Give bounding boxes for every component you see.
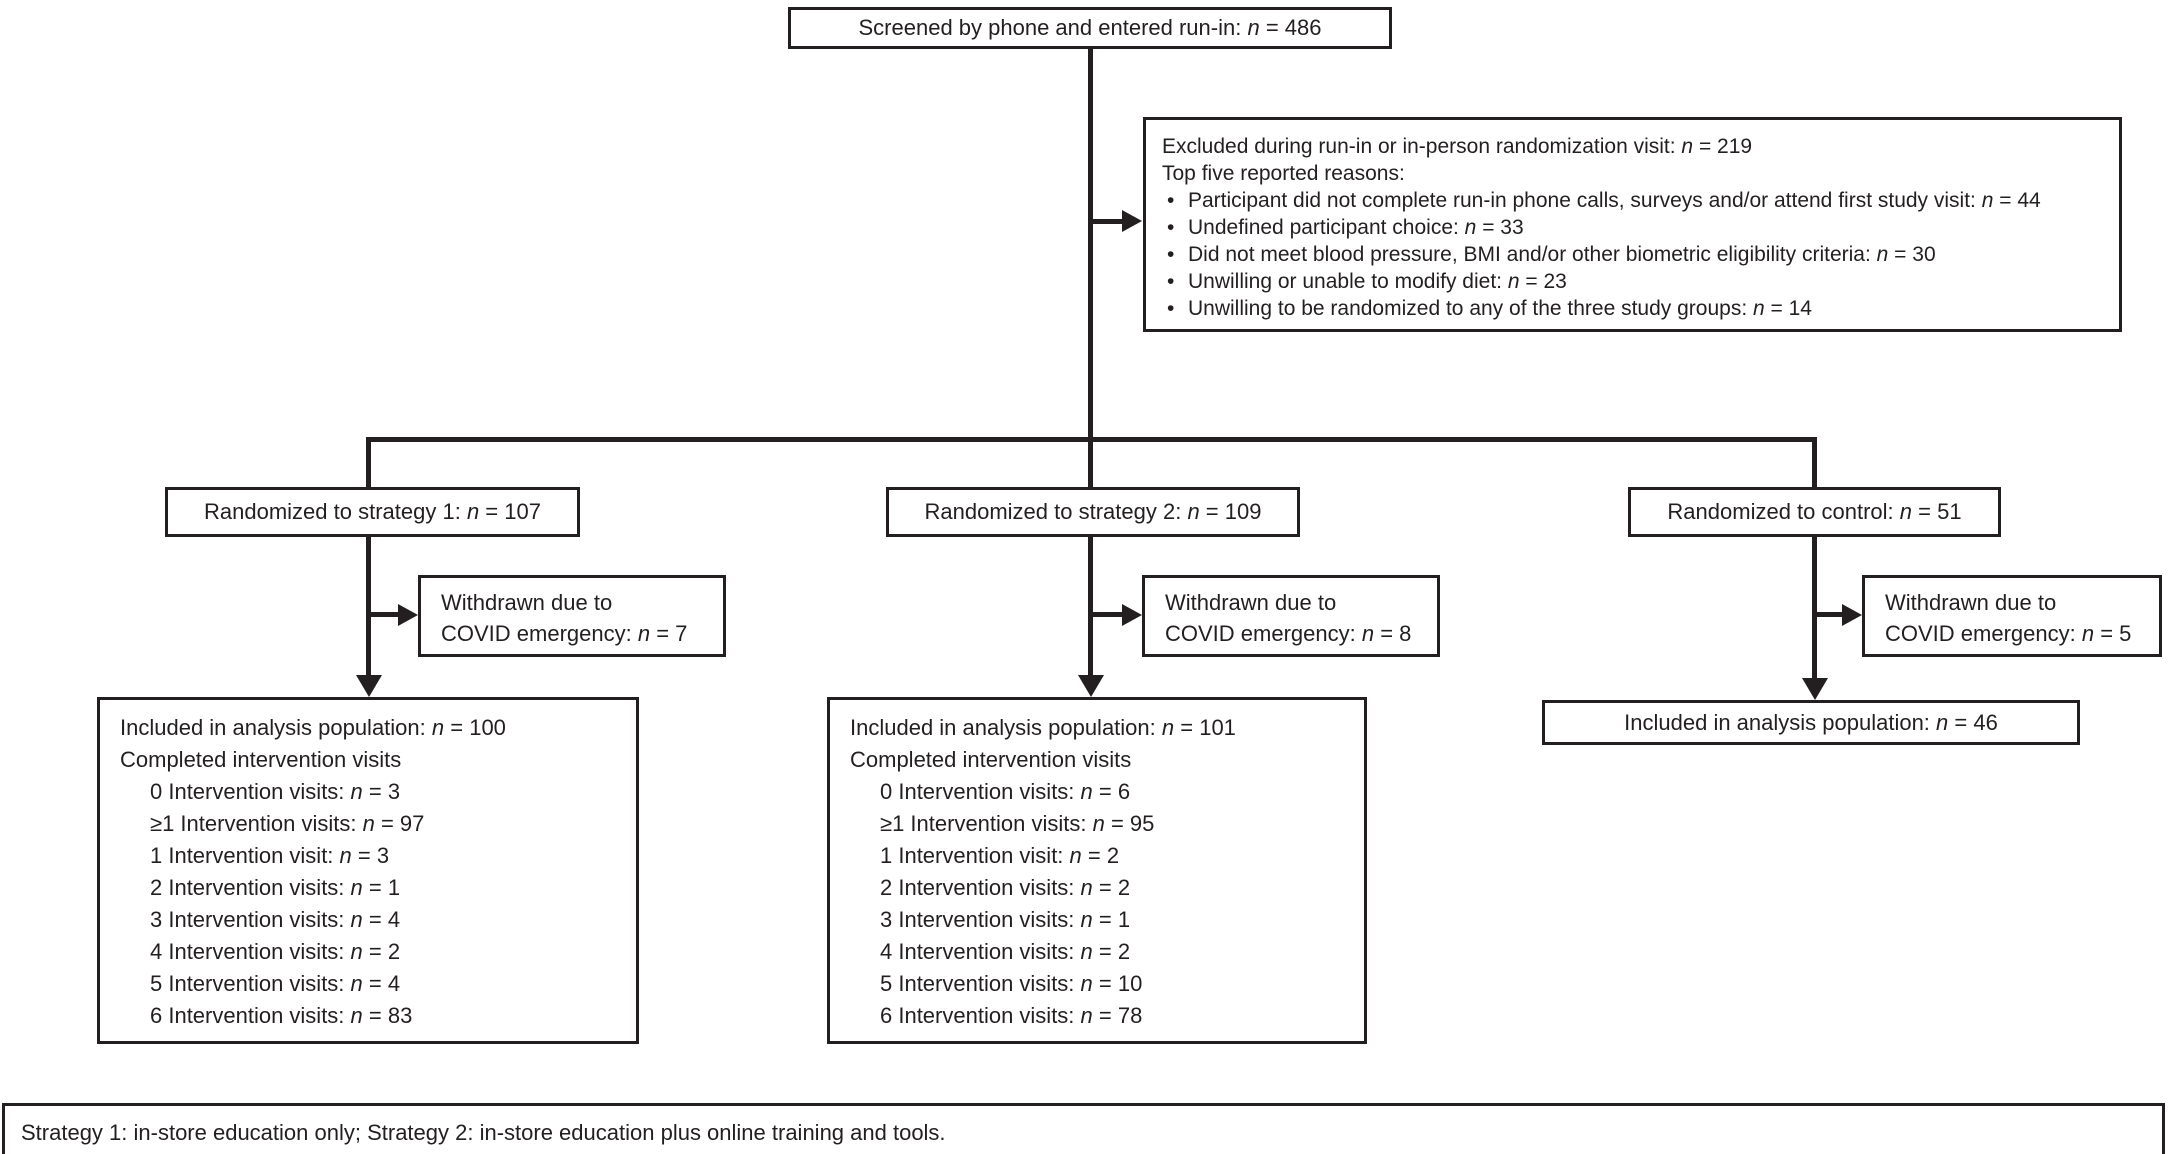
list-item-text: 0 Intervention visits: n = 6	[880, 779, 1131, 804]
randomized-strategy2-text: Randomized to strategy 2: n = 109	[924, 499, 1262, 524]
bullet-dot-icon: •	[1167, 189, 1175, 212]
excluded-reason	[1162, 268, 2105, 295]
list-item-text: Unwilling to be randomized to any of the three study groups: n = 14	[1188, 297, 1812, 320]
visit-count-row	[850, 1000, 1364, 1032]
connector-column2-vertical	[1088, 537, 1093, 677]
arrowhead-down-column1-icon	[356, 675, 382, 697]
analysis-strategy2-title: Included in analysis population: n = 101	[850, 715, 1236, 740]
excluded-subtitle: Top five reported reasons:	[1162, 162, 1405, 185]
withdrawn-control-line1: Withdrawn due to	[1885, 590, 2057, 615]
caption-text: Strategy 1: in-store education only; Strategy 2: in-store education plus online training and tools.	[21, 1120, 946, 1145]
visit-count-row	[120, 872, 636, 904]
withdrawn-strategy1-box	[418, 575, 726, 657]
list-item-text: 3 Intervention visits: n = 1	[880, 907, 1131, 932]
excluded-reason	[1162, 295, 2105, 322]
excluded-reasons-list	[1162, 187, 2105, 322]
excluded-title: Excluded during run-in or in-person randomization visit: n = 219	[1162, 135, 1753, 158]
withdrawn-control-line2: COVID emergency: n = 5	[1885, 621, 2132, 646]
excluded-reason	[1162, 241, 2105, 268]
visit-count-row	[850, 968, 1364, 1000]
connector-branch-horizontal	[366, 437, 1817, 442]
list-item-text: Undefined participant choice: n = 33	[1188, 216, 1524, 239]
visit-count-row	[120, 808, 636, 840]
randomized-control-box	[1628, 487, 2001, 537]
list-item-text: 4 Intervention visits: n = 2	[880, 939, 1131, 964]
withdrawn-strategy2-box	[1142, 575, 1440, 657]
list-item-text: 2 Intervention visits: n = 1	[150, 875, 401, 900]
list-item-text: 4 Intervention visits: n = 2	[150, 939, 401, 964]
randomized-control-text: Randomized to control: n = 51	[1667, 499, 1962, 524]
randomized-strategy1-box	[165, 487, 580, 537]
connector-column1-vertical	[366, 537, 371, 677]
analysis-strategy1-title: Included in analysis population: n = 100	[120, 715, 506, 740]
list-item-text: ≥1 Intervention visits: n = 95	[880, 811, 1155, 836]
randomized-strategy1-text: Randomized to strategy 1: n = 107	[204, 499, 541, 524]
analysis-strategy2-visits-list	[850, 776, 1364, 1032]
connector-withdrawn3-shaft	[1814, 612, 1842, 617]
list-item-text: 1 Intervention visit: n = 3	[150, 843, 390, 868]
screened-box	[788, 7, 1392, 49]
arrowhead-right-withdrawn1-icon	[398, 604, 418, 626]
visit-count-row	[850, 776, 1364, 808]
list-item-text: 5 Intervention visits: n = 10	[880, 971, 1143, 996]
analysis-strategy2-subtitle: Completed intervention visits	[850, 747, 1132, 772]
excluded-reason	[1162, 214, 2105, 241]
connector-branch-left-vertical	[366, 437, 371, 487]
list-item-text: 6 Intervention visits: n = 83	[150, 1003, 413, 1028]
visit-count-row	[850, 808, 1364, 840]
bullet-dot-icon: •	[1167, 297, 1175, 320]
bullet-dot-icon: •	[1167, 243, 1175, 266]
visit-count-row	[120, 1000, 636, 1032]
list-item-text: 1 Intervention visit: n = 2	[880, 843, 1120, 868]
caption-box	[2, 1103, 2165, 1154]
excluded-box	[1143, 117, 2122, 332]
list-item-text: 5 Intervention visits: n = 4	[150, 971, 401, 996]
visit-count-row	[120, 840, 636, 872]
bullet-dot-icon: •	[1167, 270, 1175, 293]
connector-column3-vertical	[1812, 537, 1817, 678]
visit-count-row	[850, 904, 1364, 936]
connector-withdrawn2-shaft	[1090, 612, 1122, 617]
screened-text: Screened by phone and entered run-in: n = 486	[858, 15, 1322, 40]
connector-withdrawn1-shaft	[368, 612, 400, 617]
visit-count-row	[850, 840, 1364, 872]
list-item-text: 2 Intervention visits: n = 2	[880, 875, 1131, 900]
analysis-strategy1-visits-list	[120, 776, 636, 1032]
connector-branch-right-vertical	[1812, 437, 1817, 487]
list-item-text: 0 Intervention visits: n = 3	[150, 779, 401, 804]
list-item-text: 6 Intervention visits: n = 78	[880, 1003, 1143, 1028]
arrowhead-right-withdrawn3-icon	[1842, 604, 1862, 626]
analysis-strategy1-box	[97, 697, 639, 1044]
arrowhead-down-column2-icon	[1078, 675, 1104, 697]
analysis-strategy2-box	[827, 697, 1367, 1044]
visit-count-row	[120, 936, 636, 968]
withdrawn-strategy1-line2: COVID emergency: n = 7	[441, 621, 688, 646]
arrowhead-right-withdrawn2-icon	[1122, 604, 1142, 626]
analysis-strategy1-subtitle: Completed intervention visits	[120, 747, 402, 772]
visit-count-row	[850, 936, 1364, 968]
analysis-control-text: Included in analysis population: n = 46	[1624, 709, 1998, 735]
arrowhead-right-excluded-icon	[1122, 210, 1142, 232]
excluded-reason	[1162, 187, 2105, 214]
visit-count-row	[120, 968, 636, 1000]
list-item-text: Did not meet blood pressure, BMI and/or other biometric eligibility criteria: n = 30	[1188, 243, 1936, 266]
visit-count-row	[120, 776, 636, 808]
connector-top-vertical	[1088, 48, 1093, 487]
visit-count-row	[850, 872, 1364, 904]
list-item-text: ≥1 Intervention visits: n = 97	[150, 811, 425, 836]
randomized-strategy2-box	[886, 487, 1300, 537]
arrowhead-down-column3-icon	[1802, 678, 1828, 700]
list-item-text: Unwilling or unable to modify diet: n = 23	[1188, 270, 1567, 293]
list-item-text: 3 Intervention visits: n = 4	[150, 907, 401, 932]
analysis-control-box	[1542, 700, 2080, 745]
withdrawn-strategy2-line1: Withdrawn due to	[1165, 590, 1337, 615]
withdrawn-control-box	[1862, 575, 2162, 657]
withdrawn-strategy1-line1: Withdrawn due to	[441, 590, 613, 615]
withdrawn-strategy2-line2: COVID emergency: n = 8	[1165, 621, 1412, 646]
bullet-dot-icon: •	[1167, 216, 1175, 239]
visit-count-row	[120, 904, 636, 936]
connector-excluded-shaft	[1088, 219, 1124, 224]
list-item-text: Participant did not complete run-in phone calls, surveys and/or attend first study visit: n = 44	[1188, 189, 2041, 212]
